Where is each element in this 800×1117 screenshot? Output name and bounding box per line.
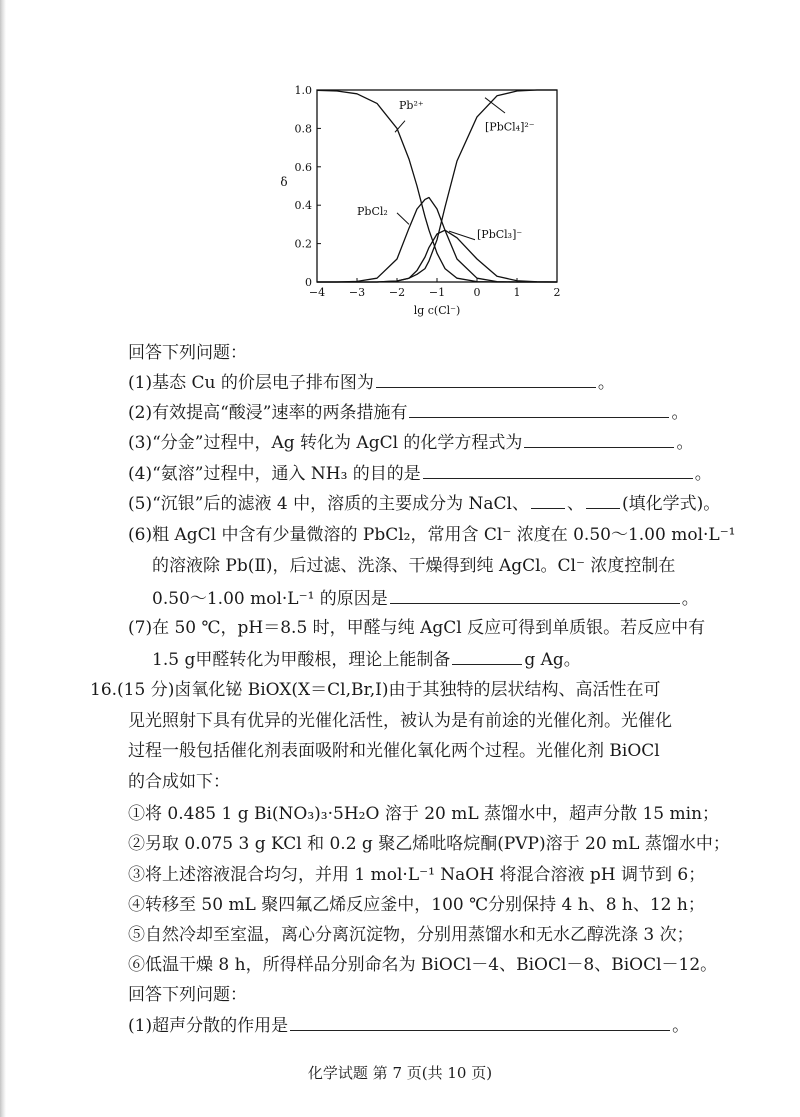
q15-2: (2)有效提高“酸浸”速率的两条措施有 。: [128, 403, 689, 423]
q15-4: (4)“氨溶”过程中，通入 NH₃ 的目的是 。: [128, 464, 712, 484]
y-tick-label: 0.8: [294, 122, 312, 136]
q16-step-2: ②另取 0.075 3 g KCl 和 0.2 g 聚乙烯吡咯烷酮(PVP)溶于 20 mL 蒸馏水中；: [128, 834, 730, 854]
y-tick-label: 1.0: [294, 84, 312, 97]
series-line-0: [317, 90, 557, 282]
q15-6a: (6)粗 AgCl 中含有少量微溶的 PbCl₂，常用含 Cl⁻ 浓度在 0.50～1.00 mol·L⁻¹: [128, 525, 736, 545]
annotation-arrow-0: [395, 121, 405, 133]
y-tick-label: 0.4: [294, 199, 312, 213]
x-tick-label: 0: [473, 286, 481, 299]
q15-1: (1)基态 Cu 的价层电子排布图为 。: [128, 373, 615, 393]
x-tick-label: 1: [513, 286, 521, 299]
page-footer: 化学试题 第 7 页(共 10 页): [307, 1064, 493, 1082]
q15-6b: 的溶液除 Pb(Ⅱ)，后过滤、洗涤、干燥得到纯 AgCl。Cl⁻ 浓度控制在: [152, 556, 676, 576]
x-tick-label: −4: [308, 286, 326, 299]
q-intro: 回答下列问题：: [128, 343, 247, 363]
q16-intro-1: 16.(15 分)卤氧化铋 BiOX(X＝Cl,Br,I)由于其独特的层状结构、高活性在可: [90, 680, 661, 700]
q15-5: (5)“沉银”后的滤液 4 中，溶质的主要成分为 NaCl、 、 (填化学式)。: [128, 494, 721, 514]
x-tick-label: 2: [553, 286, 561, 299]
x-tick-label: −3: [348, 286, 366, 299]
y-tick-label: 0: [305, 276, 312, 289]
q16-step-4: ④转移至 50 mL 聚四氟乙烯反应釜中，100 ℃分别保持 4 h、8 h、12 h；: [128, 895, 705, 915]
q16-intro-3: 过程一般包括催化剂表面吸附和光催化氧化两个过程。光催化剂 BiOCl: [128, 741, 660, 761]
x-axis-label: lg c(Cl⁻): [413, 304, 461, 317]
q16-intro-2: 见光照射下具有优异的光催化活性，被认为是有前途的光催化剂。光催化: [128, 711, 672, 731]
series-annotation-3: [PbCl₄]²⁻: [485, 120, 535, 134]
y-axis-label: δ: [280, 175, 288, 189]
q15-6c: 0.50～1.00 mol·L⁻¹ 的原因是 。: [152, 589, 699, 609]
series-annotation-0: Pb²⁺: [399, 99, 424, 113]
annotation-arrow-1: [397, 213, 409, 225]
q16-intro-4: 的合成如下：: [128, 772, 230, 792]
series-annotation-2: [PbCl₃]⁻: [477, 227, 523, 241]
q15-3: (3)“分金”过程中，Ag 转化为 AgCl 的化学方程式为 。: [128, 433, 694, 453]
q16-step-3: ③将上述溶液混合均匀，并用 1 mol·L⁻¹ NaOH 将混合溶液 pH 调节到 6；: [128, 865, 706, 885]
q16-step-6: ⑥低温干燥 8 h，所得样品分别命名为 BiOCl－4、BiOCl－8、BiOCl－12。: [128, 955, 718, 975]
series-annotation-1: PbCl₂: [357, 204, 388, 218]
q16-1: (1)超声分散的作用是 。: [128, 1016, 690, 1036]
y-tick-label: 0.2: [294, 237, 312, 251]
q16-answer-intro: 回答下列问题：: [128, 985, 247, 1005]
q15-7a: (7)在 50 ℃，pH＝8.5 时，甲醛与纯 AgCl 反应可得到单质银。若反应中有: [128, 618, 706, 638]
x-tick-label: −2: [388, 286, 406, 299]
q16-step-5: ⑤自然冷却至室温，离心分离沉淀物，分别用蒸馏水和无水乙醇洗涤 3 次；: [128, 925, 694, 945]
q15-7b: 1.5 g甲醛转化为甲酸根，理论上能制备 g Ag。: [152, 650, 581, 670]
q16-step-1: ①将 0.485 1 g Bi(NO₃)₃·5H₂O 溶于 20 mL 蒸馏水中，超声分散 15 min；: [128, 804, 720, 824]
distribution-chart: [270, 78, 570, 318]
y-tick-label: 0.6: [294, 160, 312, 174]
x-tick-label: −1: [428, 286, 446, 299]
